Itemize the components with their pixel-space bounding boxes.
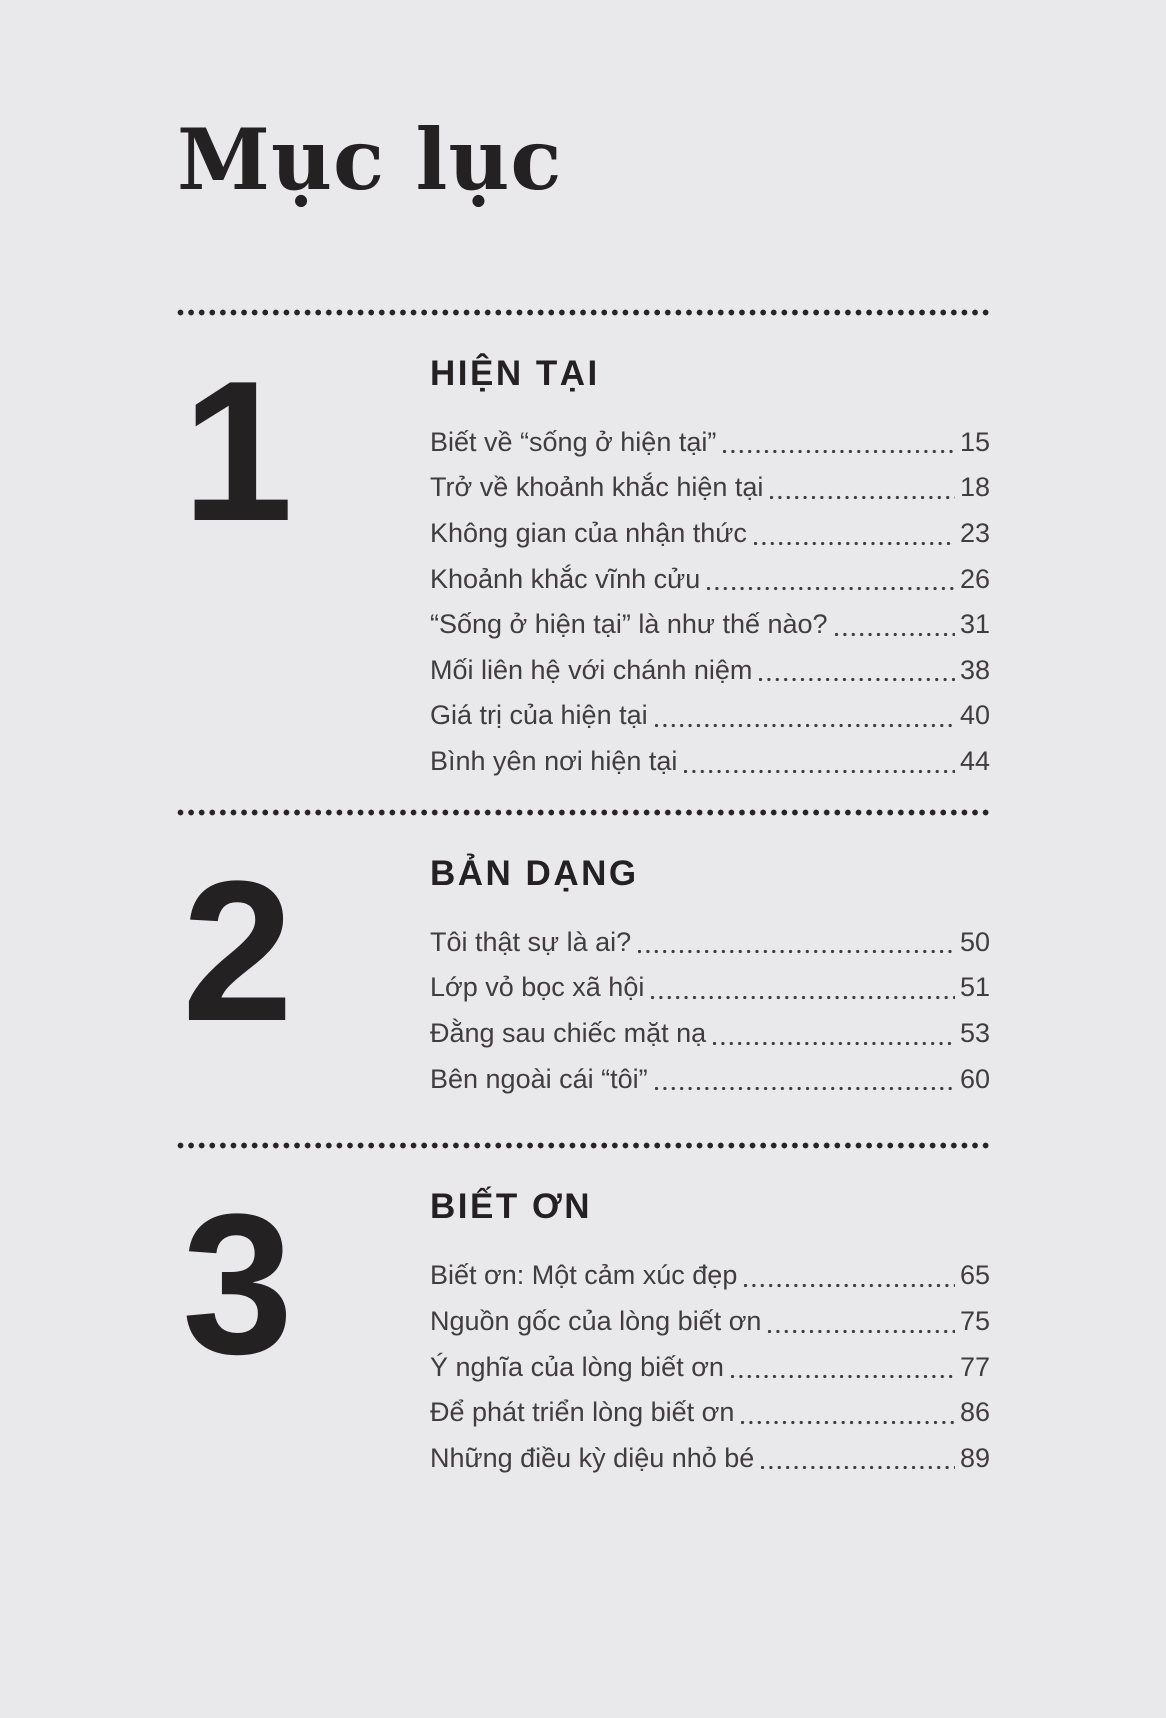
toc-entry [430,1299,990,1345]
toc-entry-leader [637,949,955,954]
toc-entry [430,1057,990,1103]
toc-entry-page: 60 [959,1063,990,1094]
toc-entry-page: 75 [959,1306,990,1337]
toc-entry [430,693,990,739]
toc-entry [430,602,990,648]
chapter-list [177,309,990,1482]
toc-entry-page: 51 [959,972,990,1003]
chapter-entries [430,1253,990,1481]
toc-entry-label: Đằng sau chiếc mặt nạ [430,1018,707,1049]
chapter-entries [430,420,990,785]
toc-entry [430,420,990,466]
toc-entry [430,965,990,1011]
toc-entry-leader [730,1374,955,1379]
toc-entry [430,1436,990,1482]
toc-entry [430,920,990,966]
toc-entry-leader [760,1465,955,1470]
toc-entry-leader [683,769,955,774]
toc-entry-page: 31 [959,609,990,640]
toc-entry [430,1345,990,1391]
toc-entry-label: Giá trị của hiện tại [430,700,648,731]
toc-entry-page: 44 [959,746,990,776]
toc-entry-label: Tôi thật sự là ai? [430,926,632,957]
toc-entry-label: Ý nghĩa của lòng biết ơn [430,1351,724,1382]
toc-entry-leader [654,1086,955,1091]
toc-entry-page: 26 [959,563,990,594]
toc-entry-label: Mối liên hệ với chánh niệm [430,654,753,685]
dotted-divider [177,809,990,816]
toc-entry-page: 53 [959,1018,990,1049]
chapter-number: 1 [182,339,290,563]
toc-entry-label: Trở về khoảnh khắc hiện tại [430,472,764,503]
toc-entry-page: 77 [959,1351,990,1382]
toc-entry-leader [758,677,955,682]
dotted-divider [177,309,990,316]
toc-page [0,112,1166,1718]
toc-entry-leader [650,995,955,1000]
toc-entry [430,1253,990,1299]
page-title: Mục lục [177,110,563,209]
toc-entry-page: 23 [959,518,990,549]
toc-entry-label: Biết ơn: Một cảm xúc đẹp [430,1260,738,1291]
toc-entry-page: 40 [959,700,990,731]
toc-entry [430,1390,990,1436]
toc-entry-page: 50 [959,926,990,957]
toc-entry-leader [712,1041,955,1046]
toc-entry-label: Nguồn gốc của lòng biết ơn [430,1306,762,1337]
chapter-number: 3 [182,1173,290,1397]
toc-entry-leader [654,723,955,728]
toc-entry-label: Bên ngoài cái “tôi” [430,1063,648,1094]
toc-entry-label: “Sống ở hiện tại” là như thế nào? [430,609,828,640]
toc-entry [430,739,990,785]
chapter-entries [430,920,990,1102]
toc-entry-label: Biết về “sống ở hiện tại” [430,426,717,457]
toc-entry-page: 89 [959,1442,990,1473]
chapter-number: 2 [182,839,290,1063]
chapter-section [177,809,990,1143]
toc-entry-leader [834,632,955,637]
toc-entry-label: Để phát triển lòng biết ơn [430,1397,735,1428]
chapter-section [177,1142,990,1481]
toc-entry-page: 15 [959,426,990,457]
toc-entry-leader [743,1283,955,1288]
toc-entry-page: 38 [959,654,990,685]
toc-entry-leader [740,1420,955,1425]
toc-entry [430,557,990,603]
toc-entry-label: Bình yên nơi hiện tại [430,746,678,776]
dotted-divider [177,1142,990,1149]
toc-entry [430,465,990,511]
toc-entry [430,648,990,694]
chapter-title: BẢN DẠNG [430,853,639,893]
toc-entry-leader [706,586,955,591]
toc-entry-page: 18 [959,472,990,503]
toc-entry-leader [769,495,955,500]
chapter-title: BIẾT ƠN [430,1187,593,1227]
chapter-section [177,309,990,809]
toc-entry [430,511,990,557]
toc-entry-label: Lớp vỏ bọc xã hội [430,972,645,1003]
toc-entry [430,1011,990,1057]
toc-entry-page: 65 [959,1260,990,1291]
toc-entry-label: Những điều kỳ diệu nhỏ bé [430,1442,755,1473]
toc-entry-label: Không gian của nhận thức [430,518,747,549]
toc-entry-page: 86 [959,1397,990,1428]
chapter-title: HIỆN TẠI [430,353,600,393]
toc-entry-leader [767,1329,955,1334]
toc-entry-label: Khoảnh khắc vĩnh cửu [430,563,701,594]
toc-entry-leader [753,541,955,546]
toc-entry-leader [722,449,955,454]
